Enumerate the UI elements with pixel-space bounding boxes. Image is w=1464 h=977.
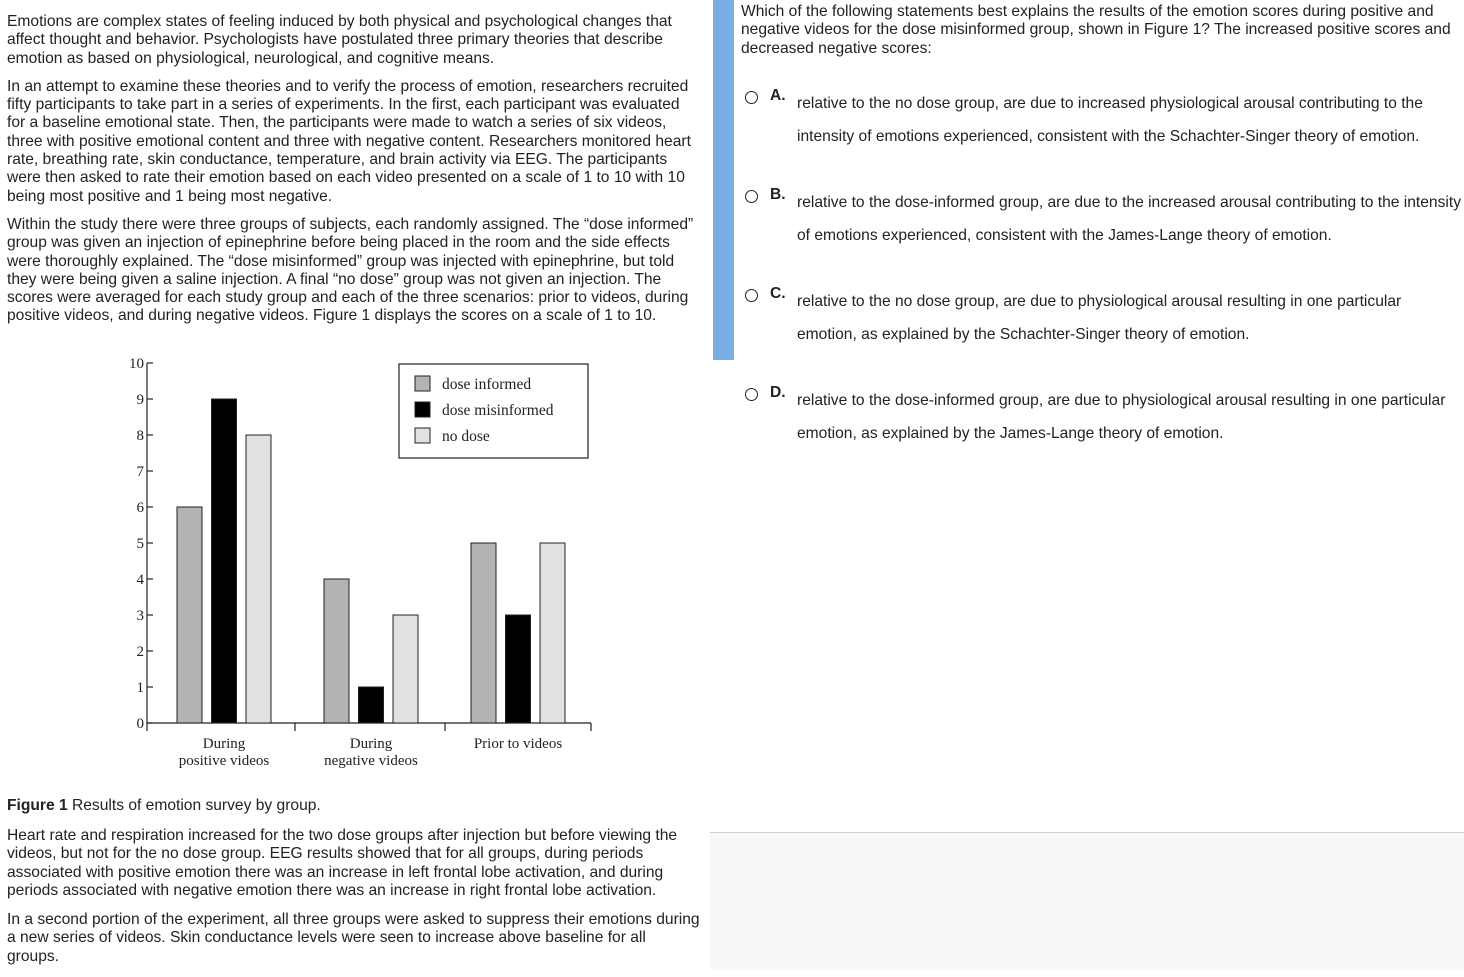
- bar-dose-misinformed: [506, 615, 531, 723]
- option-text[interactable]: relative to the no dose group, are due to increased physiological arousal contributing to the intensity of emotions experienced, consistent with the Schachter-Singer theory of emotion.: [797, 95, 1423, 145]
- legend-label: no dose: [442, 428, 490, 445]
- x-category-label: Prior to videos: [473, 736, 563, 752]
- passage-paragraph: In an attempt to examine these theories and to verify the process of emotion, researchers recruited fifty participants to take part in a series of experiments. In the first, each participant was evaluated for a baseline emotional state. Then, the participants were made to watch a series of six videos, three with positive emotional content and three with negative content. Researchers monitored heart rate, breathing rate, skin conductance, temperature, and brain activity via EEG. The participants were then asked to rate their emotion based on each video presented on a scale of 1 to 10 with 10 being most positive and 1 being most negative.: [7, 77, 691, 205]
- legend-swatch: [415, 376, 430, 391]
- y-tick-label: 7: [136, 464, 144, 480]
- y-tick-label: 4: [136, 572, 144, 588]
- legend-label: dose misinformed: [442, 402, 554, 419]
- bar-dose-misinformed: [212, 399, 237, 723]
- passage-continued: [7, 827, 702, 977]
- bar-dose-informed: [471, 543, 496, 723]
- option-text[interactable]: relative to the dose-informed group, are due to the increased arousal contributing to the intensity of emotions experienced, consistent with the James-Lange theory of emotion.: [797, 194, 1461, 244]
- legend-label: dose informed: [442, 376, 532, 393]
- legend-swatch: [415, 402, 430, 417]
- y-tick-label: 6: [136, 500, 144, 516]
- caption-label: Figure 1: [7, 797, 68, 814]
- passage-paragraph: Within the study there were three groups of subjects, each randomly assigned. The “dose informed” group was given an injection of epinephrine before being placed in the room and the side effects were thoroughly explained. The “dose misinformed” group was injected with epinephrine, but told they were being given a saline injection. A final “no dose” group was not given an injection. The scores were averaged for each study group and each of the three scenarios: prior to videos, during positive videos, and during negative videos. Figure 1 displays the scores on a scale of 1 to 10.: [7, 215, 694, 325]
- radio-button-c[interactable]: [745, 289, 758, 302]
- option-letter: C.: [770, 285, 786, 302]
- radio-button-d[interactable]: [745, 388, 758, 401]
- radio-button-a[interactable]: [745, 91, 758, 104]
- y-tick-label: 8: [136, 428, 144, 444]
- y-tick-label: 2: [136, 644, 144, 660]
- y-tick-label: 5: [136, 536, 144, 552]
- radio-button-b[interactable]: [745, 190, 758, 203]
- passage-paragraph: Heart rate and respiration increased for the two dose groups after injection but before viewing the videos, but not for the no dose group. EEG results showed that for all groups, during periods associated with positive emotion there was an increase in left frontal lobe activation, and during periods associated with negative emotion there was an increase in right frontal lobe activation.: [7, 827, 678, 899]
- figure-caption: [7, 797, 702, 815]
- question-stem: Which of the following statements best explains the results of the emotion scores during positive and negative videos for the dose misinformed group, shown in Figure 1? The increased positive scores and decreased negative scores:: [741, 3, 1451, 57]
- passage-paragraph: In a second portion of the experiment, all three groups were asked to suppress their emotions during a new series of videos. Skin conductance levels were seen to increase above baseline for all groups.: [7, 911, 700, 965]
- option-letter: B.: [770, 186, 786, 203]
- x-category-label: During: [349, 736, 393, 752]
- bar-dose-informed: [177, 507, 202, 723]
- question-highlight-bar: [713, 0, 734, 360]
- x-category-label: negative videos: [324, 753, 418, 769]
- figure-1-chart: [95, 352, 605, 777]
- passage: [7, 13, 702, 336]
- bar-no-dose: [540, 543, 565, 723]
- x-category-label: During: [202, 736, 246, 752]
- bar-no-dose: [246, 435, 271, 723]
- caption-text: Results of emotion survey by group.: [67, 797, 321, 814]
- legend-swatch: [415, 428, 430, 443]
- passage-paragraph: Emotions are complex states of feeling induced by both physical and psychological changes that affect thought and behavior. Psychologists have postulated three primary theories that describe emotion as based on physiological, neurological, and cognitive means.: [7, 13, 672, 67]
- y-tick-label: 1: [136, 680, 144, 696]
- option-text[interactable]: relative to the dose-informed group, are due to physiological arousal resulting in one particular emotion, as explained by the James-Lange theory of emotion.: [797, 392, 1446, 442]
- x-category-label: positive videos: [178, 753, 270, 769]
- bar-chart: [95, 352, 605, 777]
- bar-dose-informed: [324, 579, 349, 723]
- y-tick-label: 0: [136, 716, 144, 732]
- y-tick-label: 3: [136, 608, 144, 624]
- option-text[interactable]: relative to the no dose group, are due to physiological arousal resulting in one particular emotion, as explained by the Schachter-Singer theory of emotion.: [797, 293, 1402, 343]
- y-tick-label: 10: [129, 356, 144, 372]
- bar-no-dose: [393, 615, 418, 723]
- y-tick-label: 9: [136, 392, 144, 408]
- option-letter: D.: [770, 384, 786, 401]
- option-letter: A.: [770, 87, 786, 104]
- bottom-panel: [710, 833, 1464, 970]
- bar-dose-misinformed: [359, 687, 384, 723]
